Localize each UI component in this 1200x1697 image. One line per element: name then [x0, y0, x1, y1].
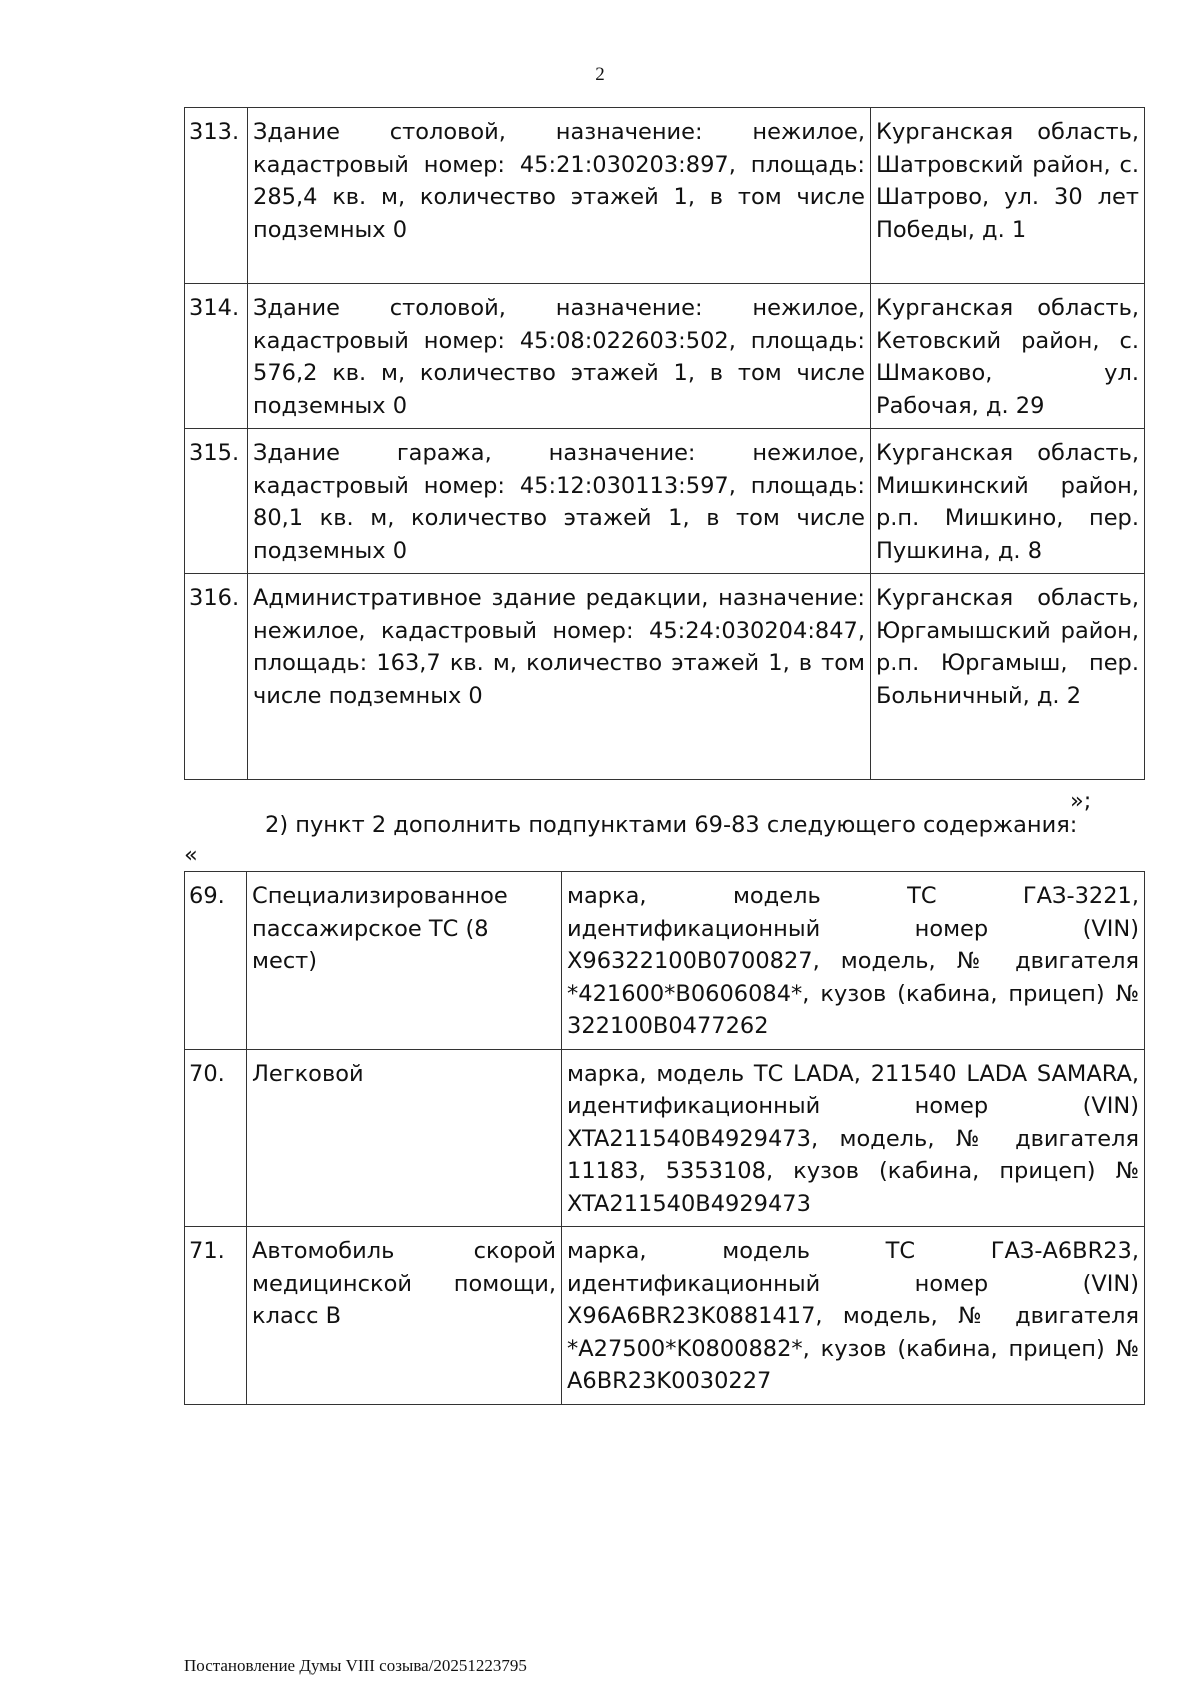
vehicle-details: марка, модель ТС ГАЗ-A6BR23, идентификационный номер (VIN) X96A6BR23K0881417, модель, № двигателя *A27500*K0800882*, кузов (кабина, прицеп) № A6BR23K0030227 — [562, 1227, 1145, 1405]
table-row — [185, 284, 1145, 429]
footer-document-id: Постановление Думы VIII созыва/20251223795 — [184, 1656, 527, 1675]
row-number: 314. — [185, 284, 248, 429]
table-row — [185, 1227, 1145, 1405]
page-number: 2 — [595, 64, 605, 85]
building-description: Здание столовой, назначение: нежилое, кадастровый номер: 45:08:022603:502, площадь: 576,2 кв. м, количество этажей 1, в том числе подземных 0 — [248, 284, 871, 429]
building-description: Административное здание редакции, назначение: нежилое, кадастровый номер: 45:24:030204:847, площадь: 163,7 кв. м, количество этажей 1, в том числе подземных 0 — [248, 574, 871, 780]
row-number: 71. — [185, 1227, 247, 1405]
opening-quote: « — [184, 842, 198, 868]
row-number: 315. — [185, 429, 248, 574]
building-address: Курганская область, Мишкинский район, р.п. Мишкино, пер. Пушкина, д. 8 — [871, 429, 1145, 574]
table-row — [185, 429, 1145, 574]
table-row — [185, 872, 1145, 1050]
row-number: 69. — [185, 872, 247, 1050]
row-number: 70. — [185, 1049, 247, 1227]
table-row — [185, 574, 1145, 780]
vehicle-details: марка, модель ТС ГАЗ-3221, идентификационный номер (VIN) X96322100B0700827, модель, № двигателя *421600*B0606084*, кузов (кабина, прицеп) № 322100B0477262 — [562, 872, 1145, 1050]
vehicle-type: Легковой — [247, 1049, 562, 1227]
closing-quote: »; — [1070, 788, 1092, 814]
building-address: Курганская область, Кетовский район, с. Шмаково, ул. Рабочая, д. 29 — [871, 284, 1145, 429]
table-row — [185, 1049, 1145, 1227]
buildings-table — [184, 107, 1145, 780]
amendment-text: 2) пункт 2 дополнить подпунктами 69-83 следующего содержания: — [265, 812, 1078, 838]
building-address: Курганская область, Шатровский район, с. Шатрово, ул. 30 лет Победы, д. 1 — [871, 108, 1145, 284]
building-address: Курганская область, Юргамышский район, р.п. Юргамыш, пер. Больничный, д. 2 — [871, 574, 1145, 780]
vehicle-type: Автомобиль скорой медицинской помощи, класс В — [247, 1227, 562, 1405]
vehicle-type: Специализированное пассажирское ТС (8 мест) — [247, 872, 562, 1050]
table-row — [185, 108, 1145, 284]
building-description: Здание гаража, назначение: нежилое, кадастровый номер: 45:12:030113:597, площадь: 80,1 кв. м, количество этажей 1, в том числе подземных 0 — [248, 429, 871, 574]
row-number: 313. — [185, 108, 248, 284]
vehicle-details: марка, модель ТС LADA, 211540 LADA SAMARA, идентификационный номер (VIN) XTA211540B4929473, модель, № двигателя 11183, 5353108, кузов (кабина, прицеп) № XTA211540B4929473 — [562, 1049, 1145, 1227]
building-description: Здание столовой, назначение: нежилое, кадастровый номер: 45:21:030203:897, площадь: 285,4 кв. м, количество этажей 1, в том числе подземных 0 — [248, 108, 871, 284]
vehicles-table — [184, 871, 1145, 1405]
row-number: 316. — [185, 574, 248, 780]
